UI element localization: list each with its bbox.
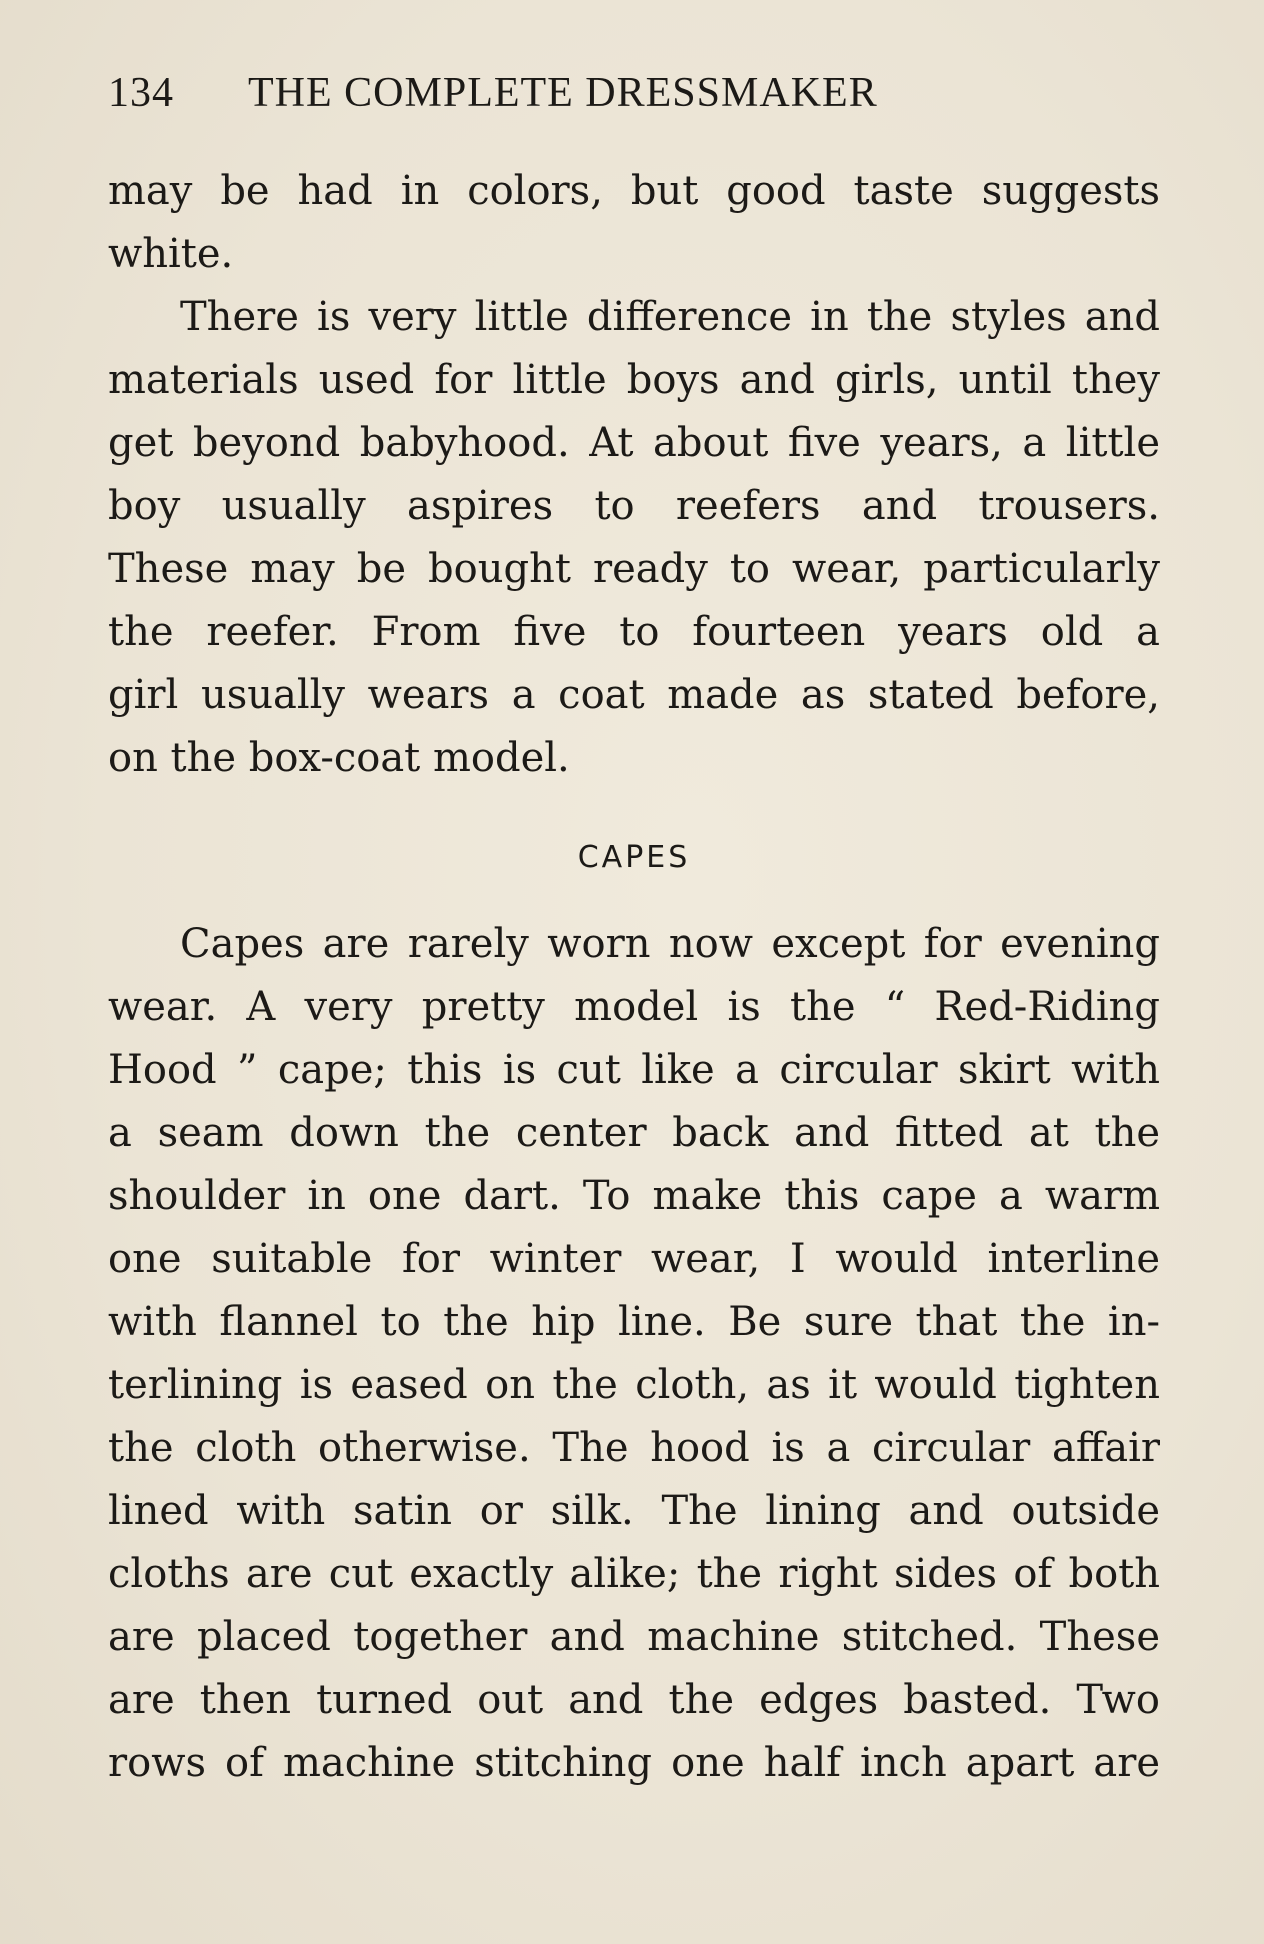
section-heading: CAPES — [577, 840, 691, 875]
text-line: rows of machine stitching one half inch apart are — [108, 1740, 1160, 1786]
paragraph-boys-and-girls — [108, 286, 1160, 790]
text-line: a seam down the center back and fitted at the — [108, 1110, 1160, 1156]
text-line: wear. A very pretty model is the “ Red-Riding — [108, 984, 1160, 1030]
text-line: one suitable for winter wear, I would interline — [108, 1236, 1160, 1282]
text-line: are then turned out and the edges basted. Two — [108, 1677, 1160, 1723]
text-line: Hood ” cape; this is cut like a circular skirt with — [108, 1047, 1160, 1093]
text-line: may be had in colors, but good taste suggests — [108, 168, 1160, 214]
text-line: the cloth otherwise. The hood is a circular affair — [108, 1425, 1160, 1471]
text-line: There is very little difference in the styles and — [180, 294, 1160, 340]
book-title: THE COMPLETE DRESSMAKER — [248, 70, 878, 116]
text-line: shoulder in one dart. To make this cape a warm — [108, 1173, 1160, 1219]
text-line: are placed together and machine stitched. These — [108, 1614, 1160, 1660]
text-line: white. — [108, 231, 234, 277]
text-line: These may be bought ready to wear, particularly — [108, 546, 1160, 592]
text-line: get beyond babyhood. At about five years, a little — [108, 420, 1160, 466]
text-line: materials used for little boys and girls, until they — [108, 357, 1160, 403]
text-line: the reefer. From five to fourteen years old a — [108, 609, 1160, 655]
text-line: with flannel to the hip line. Be sure that the in- — [108, 1299, 1160, 1345]
paragraph-continued — [108, 160, 1160, 286]
text-line: on the box-coat model. — [108, 735, 570, 781]
text-line: terlining is eased on the cloth, as it would tighten — [108, 1362, 1160, 1408]
text-line: lined with satin or silk. The lining and outside — [108, 1488, 1160, 1534]
text-line: Capes are rarely worn now except for evening — [180, 921, 1160, 967]
page-number: 134 — [108, 70, 174, 116]
text-line: cloths are cut exactly alike; the right sides of both — [108, 1551, 1160, 1597]
paragraph-capes — [108, 913, 1160, 1795]
text-line: girl usually wears a coat made as stated before, — [108, 672, 1160, 718]
text-line: boy usually aspires to reefers and trousers. — [108, 483, 1160, 529]
running-head — [108, 66, 1160, 120]
